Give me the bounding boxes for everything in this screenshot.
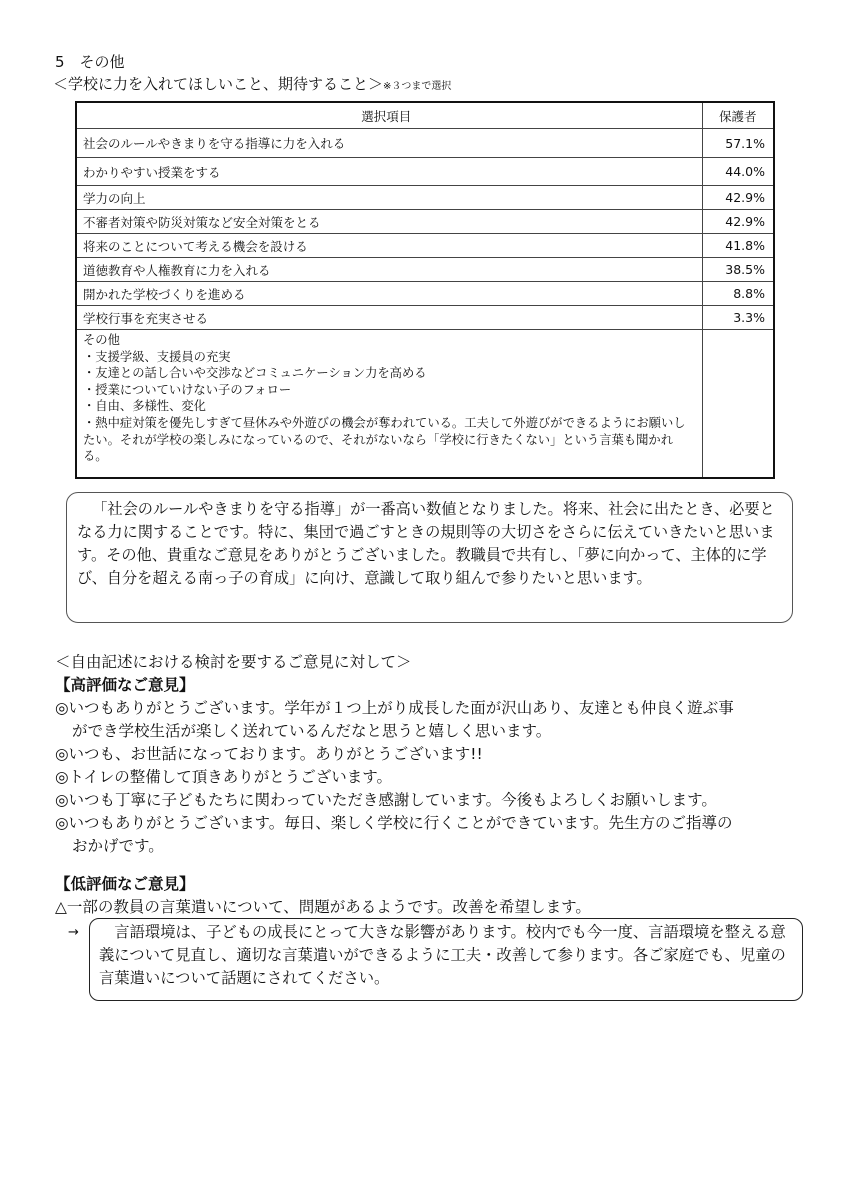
high-heading: 【高評価なご意見】	[55, 676, 195, 694]
table-row	[76, 129, 774, 158]
header-item: 選択項目	[76, 102, 702, 129]
table-row	[76, 210, 774, 234]
high-item-cont: ができ学校生活が楽しく送れているんだなと思うと嬉しく思います。	[72, 722, 552, 740]
row-value: 3.3%	[702, 306, 774, 330]
arrow-right-icon: →	[68, 925, 79, 940]
other-cell	[76, 330, 702, 479]
survey-table	[75, 101, 775, 479]
subtitle-text: ＜学校に力を入れてほしいこと、期待すること＞	[53, 75, 384, 93]
row-value: 42.9%	[702, 186, 774, 210]
high-item-cont: おかげです。	[72, 837, 164, 855]
row-value: 38.5%	[702, 258, 774, 282]
row-value: 42.9%	[702, 210, 774, 234]
high-item: ◎いつもありがとうございます。学年が１つ上がり成長した面が沢山あり、友達とも仲良く遊ぶ事	[55, 699, 734, 717]
row-label: 将来のことについて考える機会を設ける	[76, 234, 702, 258]
high-item: ◎いつも、お世話になっております。ありがとうございます!!	[55, 745, 483, 763]
subtitle	[53, 74, 451, 97]
other-item: ・自由、多様性、変化	[83, 399, 206, 414]
free-text-title: ＜自由記述における検討を要するご意見に対して＞	[55, 653, 412, 671]
other-value-cell	[702, 330, 774, 479]
summary-text: 「社会のルールやきまりを守る指導」が一番高い数値となりました。将来、社会に出たとき、必要となる力に関することです。特に、集団で過ごすときの規則等の大切さをさらに伝えていきたいと思います。その他、貴重なご意見をありがとうございました。教職員で共有し、「夢に向かって、主体的に学び、自分を超える南っ子の育成」に向け、意識して取り組んで参りたいと思います。	[77, 500, 775, 587]
row-label: 不審者対策や防災対策など安全対策をとる	[76, 210, 702, 234]
table-row	[76, 158, 774, 186]
header-guardian: 保護者	[702, 102, 774, 129]
row-label: 学力の向上	[76, 186, 702, 210]
summary-box	[66, 492, 793, 623]
table-row	[76, 186, 774, 210]
other-item: ・授業についていけない子のフォロー	[83, 382, 292, 397]
row-value: 57.1%	[702, 129, 774, 158]
table-row	[76, 258, 774, 282]
table-row	[76, 306, 774, 330]
low-heading: 【低評価なご意見】	[55, 875, 195, 893]
row-value: 8.8%	[702, 282, 774, 306]
table-header-row	[76, 102, 774, 129]
response-text: 言語環境は、子どもの成長にとって大きな影響があります。校内でも今一度、言語環境を整える意義について見直し、適切な言葉遣いができるように工夫・改善して参ります。各ご家庭でも、児童の言葉遣いについて話題にされてください。	[99, 923, 786, 987]
other-item: ・友達との話し合いや交渉などコミュニケーション力を高める	[83, 366, 427, 381]
row-value: 44.0%	[702, 158, 774, 186]
row-label: 道徳教育や人権教育に力を入れる	[76, 258, 702, 282]
low-item: △一部の教員の言葉遣いについて、問題があるようです。改善を希望します。	[55, 898, 591, 916]
table-row	[76, 234, 774, 258]
row-label: 学校行事を充実させる	[76, 306, 702, 330]
row-value: 41.8%	[702, 234, 774, 258]
table-row-other	[76, 330, 774, 479]
other-item: ・熱中症対策を優先しすぎて昼休みや外遊びの機会が奪われている。工夫して外遊びができるようにお願いしたい。それが学校の楽しみになっているので、それがないなら「学校に行きたくない」という言葉も聞かれる。	[83, 415, 686, 464]
high-item: ◎いつもありがとうございます。毎日、楽しく学校に行くことができています。先生方のご指導の	[55, 814, 733, 832]
row-label: わかりやすい授業をする	[76, 158, 702, 186]
other-item: ・支援学級、支援員の充実	[83, 349, 231, 364]
row-label: 社会のルールやきまりを守る指導に力を入れる	[76, 129, 702, 158]
other-title: その他	[83, 333, 120, 347]
high-item: ◎いつも丁寧に子どもたちに関わっていただき感謝しています。今後もよろしくお願いします。	[55, 791, 717, 809]
table-row	[76, 282, 774, 306]
subtitle-note: ※３つまで選択	[383, 81, 452, 92]
row-label: 開かれた学校づくりを進める	[76, 282, 702, 306]
response-box	[89, 918, 803, 1001]
high-item: ◎トイレの整備して頂きありがとうございます。	[55, 768, 393, 786]
section-title: 5 その他	[55, 53, 125, 71]
